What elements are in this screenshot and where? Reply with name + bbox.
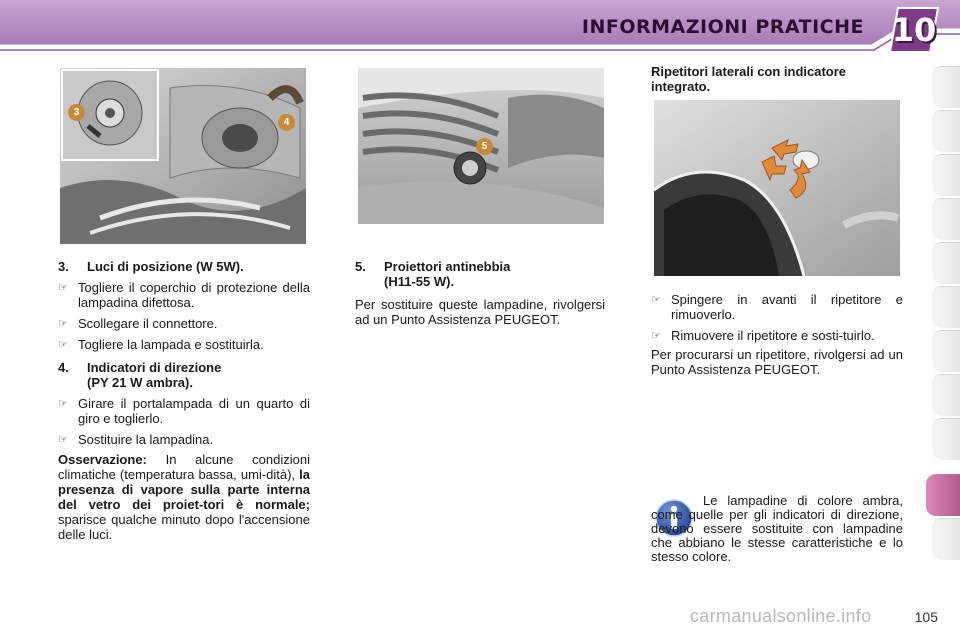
page-number: 105 <box>914 609 938 625</box>
chapter-tab[interactable] <box>932 374 960 416</box>
page-header <box>0 0 960 52</box>
chapter-tab[interactable] <box>932 110 960 152</box>
section-title: Ripetitori laterali con indicatore integrato. <box>651 64 847 94</box>
pointing-hand-icon: ☞ <box>58 338 68 351</box>
pointing-hand-icon: ☞ <box>58 281 68 294</box>
list-item: ☞ Scollegare il connettore. <box>58 316 218 331</box>
list-item: ☞ Sostituire la lampadina. <box>58 432 214 447</box>
list-item: ☞ Togliere il coperchio di protezione della lampadina difettosa. <box>58 280 310 310</box>
list-item: ☞ Girare il portalampada di un quarto di giro e toglierlo. <box>58 396 310 426</box>
chapter-tab[interactable] <box>932 330 960 372</box>
section-title: Indicatori di direzione <box>87 360 222 375</box>
section-title: Proiettori antinebbia <box>384 259 511 274</box>
pointing-hand-icon: ☞ <box>651 329 661 342</box>
section-number: 3. <box>58 259 69 274</box>
chapter-tab-active[interactable] <box>926 474 960 516</box>
figure-side-repeater <box>654 100 900 276</box>
callout-3: 3 <box>68 104 85 121</box>
section-text: Per sostituire queste lampadine, rivolgersi ad un Punto Assistenza PEUGEOT. <box>355 297 605 327</box>
list-item: ☞ Rimuovere il ripetitore e sosti-tuirlo. <box>651 328 875 343</box>
pointing-hand-icon: ☞ <box>58 317 68 330</box>
chapter-tab[interactable] <box>932 286 960 328</box>
section-position-lights <box>58 259 310 352</box>
chapter-title: INFORMAZIONI PRATICHE <box>581 16 864 38</box>
side-repeaters-heading-block <box>651 64 903 94</box>
pointing-hand-icon: ☞ <box>58 433 68 446</box>
section-title: Luci di posizione (W 5W). <box>87 259 244 274</box>
callout-5: 5 <box>476 138 493 155</box>
figure-fog-lamp <box>358 68 604 224</box>
list-item: ☞ Spingere in avanti il ripetitore e rimuoverlo. <box>651 292 903 322</box>
chapter-number: 10 <box>891 11 937 49</box>
section-subtitle: (H11-55 W). <box>384 274 455 289</box>
chapter-tab[interactable] <box>932 66 960 108</box>
chapter-tab[interactable] <box>932 154 960 196</box>
info-note <box>651 494 903 564</box>
chapter-tab[interactable] <box>932 198 960 240</box>
section-heading <box>58 259 310 274</box>
pointing-hand-icon: ☞ <box>651 293 661 306</box>
section-number: 5. <box>355 259 366 274</box>
section-direction-indicators <box>58 360 310 447</box>
callout-4: 4 <box>278 114 295 131</box>
figure-headlamp-rear <box>60 68 306 244</box>
section-fog-lamps <box>355 259 605 327</box>
chapter-tab[interactable] <box>932 242 960 284</box>
chapter-tabs <box>930 66 960 576</box>
section-heading <box>355 259 605 289</box>
note-label: Osservazione: <box>58 452 147 467</box>
note-emphasis: la presenza di vapore sulla parte interna del vetro dei proiet-tori è normale; <box>58 467 310 512</box>
watermark: carmanualsonline.info <box>690 606 872 626</box>
section-side-repeaters <box>651 286 903 377</box>
section-subtitle: (PY 21 W ambra). <box>87 375 193 390</box>
chapter-tab[interactable] <box>932 418 960 460</box>
section-number: 4. <box>58 360 69 375</box>
note-paragraph: Osservazione: In alcune condizioni climatiche (temperatura bassa, umi-dità), la presenza di vapore sulla parte interna del vetro dei proiet-tori è normale; sparisce qualche minuto dopo l'accensione delle luci. <box>58 452 310 542</box>
list-item: ☞ Togliere la lampada e sostituirla. <box>58 337 264 352</box>
section-heading <box>58 360 310 390</box>
chapter-tab[interactable] <box>932 518 960 560</box>
info-text: Le lampadine di colore ambra, come quelle per gli indicatori di direzione, devono essere sostituite con lampadine che abbiano le stesse caratteristiche e lo stesso colore. <box>651 493 903 564</box>
pointing-hand-icon: ☞ <box>58 397 68 410</box>
section-text: Per procurarsi un ripetitore, rivolgersi ad un Punto Assistenza PEUGEOT. <box>651 347 903 377</box>
